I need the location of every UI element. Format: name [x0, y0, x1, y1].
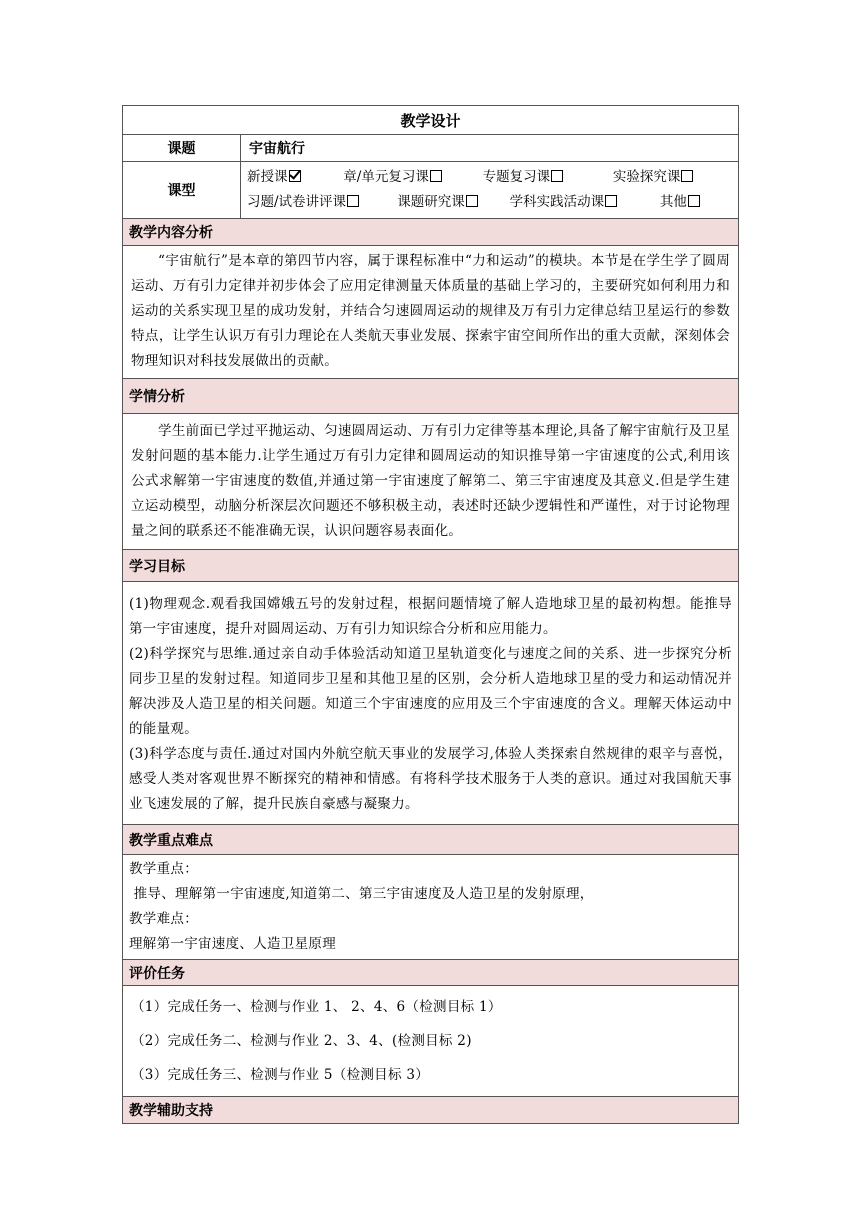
title-row — [123, 106, 739, 135]
student-analysis-text: 学生前面已学过平抛运动、匀速圆周运动、万有引力定律等基本理论,具备了解宇宙航行及卫星发射问题的基本能力.让学生通过万有引力定律和圆周运动的知识推导第一宇宙速度的公式,利用该公式求解第一宇宙速度的数值,并通过第一宇宙速度了解第二、第三宇宙速度及其意义.但是学生建立运动模型，动脑分析深层次问题还不够积极主动，表述时还缺少逻辑性和严谨性，对于讨论物理量之间的联系还不能准确无误，认识问题容易表面化。 — [123, 414, 739, 550]
checkbox-icon[interactable] — [551, 170, 563, 182]
student-analysis-header-row — [123, 379, 739, 414]
evaluation-item: （1）完成任务一、检测与作业 1、 2、4、6（检测目标 1） — [131, 999, 502, 1015]
lesson-type-option[interactable] — [660, 190, 700, 215]
evaluation-row — [123, 986, 739, 1097]
lesson-type-option[interactable] — [510, 190, 656, 215]
support-header-row — [123, 1097, 739, 1124]
student-analysis-heading: 学情分析 — [123, 379, 739, 414]
checkbox-icon[interactable] — [347, 195, 359, 207]
support-heading: 教学辅助支持 — [123, 1097, 739, 1124]
lesson-type-line-2 — [247, 190, 732, 215]
checkbox-icon[interactable] — [605, 195, 617, 207]
evaluation-header-row — [123, 960, 739, 986]
lesson-type-text: 章/单元复习课 — [343, 169, 429, 185]
focus-label: 教学重点： — [129, 861, 198, 877]
content-analysis-row — [123, 246, 739, 379]
content-analysis-text: “宇宙航行”是本章的第四节内容，属于课程标准中“力和运动”的模块。本节是在学生学了圆周运动、万有引力定律并初步体会了应用定律测量天体质量的基础上学习的，主要研究如何利用力和运动的关系实现卫星的成功发射，并结合匀速圆周运动的规律及万有引力定律总结卫星运行的参数特点，让学生认识万有引力理论在人类航天事业发展、探索宇宙空间所作出的重大贡献，深刻体会物理知识对科技发展做出的贡献。 — [123, 246, 739, 379]
learning-goals-header-row — [123, 550, 739, 582]
student-analysis-row — [123, 414, 739, 550]
learning-goal-item: (3)科学态度与责任.通过对国内外航空航天事业的发展学习,体验人类探索自然规律的艰辛与喜悦，感受人类对客观世界不断探究的精神和情感。有将科学技术服务于人类的意识。通过对我国航天事业飞速发展的了解，提升民族自豪感与凝聚力。 — [129, 745, 733, 812]
lesson-type-text: 实验探究课 — [612, 169, 681, 185]
evaluation-list — [123, 986, 739, 1097]
learning-goal-item: (2)科学探究与思维.通过亲自动手体验活动知道卫星轨道变化与速度之间的关系、进一步探究分析同步卫星的发射过程。知道同步卫星和其他卫星的区别，会分析人造地球卫星的受力和运动情况并解决涉及人造卫星的相关问题。知道三个宇宙速度的应用及三个宇宙速度的含义。理解天体运动中的能量观。 — [129, 645, 733, 737]
checkbox-icon[interactable] — [681, 170, 693, 182]
lesson-type-option[interactable] — [613, 165, 694, 190]
lesson-type-option[interactable] — [343, 165, 478, 190]
lesson-type-text: 学科实践活动课 — [509, 194, 605, 210]
checkbox-icon[interactable] — [466, 195, 478, 207]
key-points-body — [123, 855, 739, 960]
lesson-type-text: 新授课 — [247, 169, 288, 185]
lesson-type-option[interactable] — [247, 190, 393, 215]
learning-goals-list — [123, 582, 739, 825]
lesson-type-row — [123, 162, 739, 219]
learning-goal-item: (1)物理观念.观看我国嫦娥五号的发射过程，根据问题情境了解人造地球卫星的最初构想。能推导第一宇宙速度，提升对圆周运动、万有引力知识综合分析和应用能力。 — [129, 595, 733, 637]
learning-goals-row — [123, 582, 739, 825]
document-title: 教学设计 — [123, 106, 739, 135]
key-points-heading: 教学重点难点 — [123, 825, 739, 855]
lesson-type-text: 课题研究课 — [397, 194, 465, 210]
checked-box-icon[interactable] — [289, 170, 301, 182]
lesson-type-option[interactable] — [247, 165, 339, 190]
checkbox-icon[interactable] — [688, 195, 700, 207]
lesson-type-option[interactable] — [483, 165, 609, 190]
learning-goals-heading: 学习目标 — [123, 550, 739, 582]
focus-text: 推导、理解第一宇宙速度,知道第二、第三宇宙速度及人造卫星的发射原理， — [129, 886, 594, 902]
evaluation-item: （3）完成任务三、检测与作业 5（检测目标 3） — [131, 1067, 430, 1083]
evaluation-item: （2）完成任务二、检测与作业 2、3、4、(检测目标 2) — [131, 1033, 472, 1049]
lesson-type-text: 其他 — [659, 194, 687, 210]
checkbox-icon[interactable] — [430, 170, 442, 182]
evaluation-heading: 评价任务 — [123, 960, 739, 986]
lesson-type-label: 课型 — [123, 162, 241, 219]
subject-value: 宇宙航行 — [241, 135, 739, 162]
subject-label: 课题 — [123, 135, 241, 162]
subject-row — [123, 135, 739, 162]
difficulty-text: 理解第一宇宙速度、人造卫星原理 — [129, 936, 336, 952]
key-points-row — [123, 855, 739, 960]
key-points-header-row — [123, 825, 739, 855]
lesson-type-options — [241, 162, 739, 219]
content-analysis-heading: 教学内容分析 — [123, 219, 739, 246]
lesson-type-text: 专题复习课 — [482, 169, 551, 185]
lesson-plan-table — [122, 105, 739, 1124]
lesson-plan-page — [122, 105, 738, 1124]
content-analysis-header-row — [123, 219, 739, 246]
difficulty-label: 教学难点： — [129, 911, 198, 927]
lesson-type-line-1 — [247, 165, 732, 190]
lesson-type-option[interactable] — [397, 190, 505, 215]
lesson-type-text: 习题/试卷讲评课 — [247, 194, 347, 210]
